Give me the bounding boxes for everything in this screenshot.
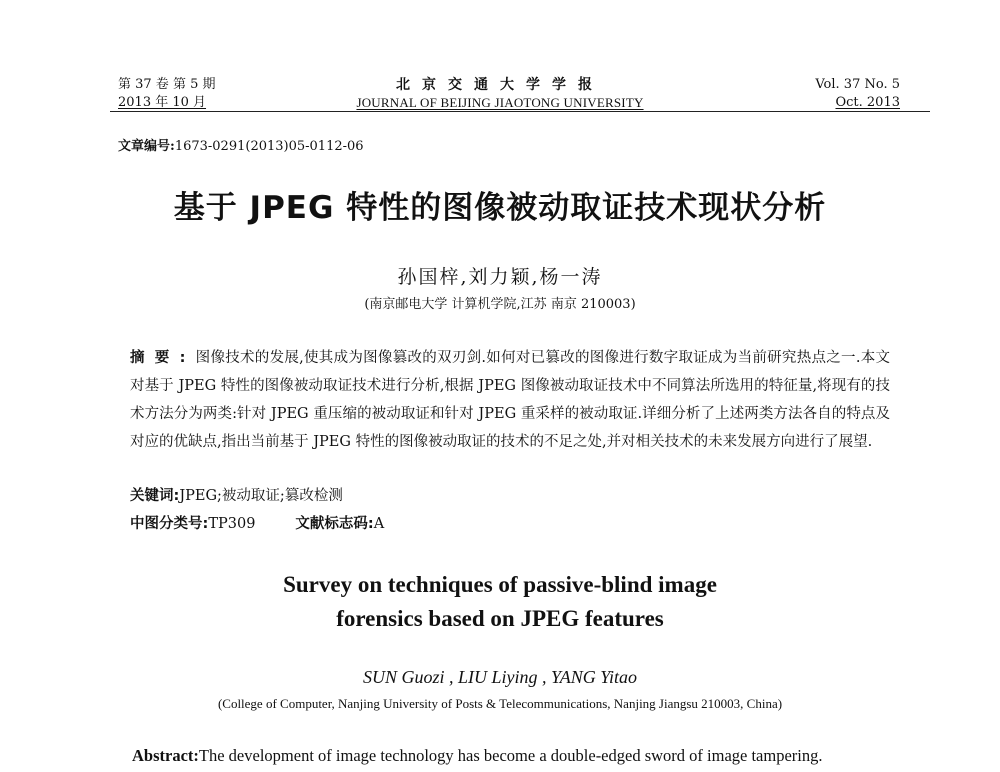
affiliation-en: (College of Computer, Nanjing University of Posts & Telecommunications, Nanjing Jiangsu 210003, China) (217, 696, 783, 711)
clc-value: TP309 (208, 516, 256, 532)
volume-issue-en: Vol. 37 No. 5 (815, 77, 900, 92)
keywords-label: 关键词: (130, 488, 180, 504)
doc-code-value: A (373, 516, 385, 532)
paper-title-en-line1: Survey on techniques of passive-blind image (283, 572, 717, 597)
journal-name-en: JOURNAL OF BEIJING JIAOTONG UNIVERSITY (356, 95, 644, 110)
doc-code-label: 文献标志码: (295, 516, 374, 532)
keywords-value: JPEG;被动取证;篡改检测 (179, 488, 343, 504)
header-rule (110, 111, 930, 112)
paper-title-en (0, 568, 1000, 636)
journal-name-cn: 北京交通大学学报 (396, 77, 604, 93)
abstract-cn-label: 摘要: (130, 350, 196, 366)
article-number-label: 文章编号: (118, 139, 175, 154)
issue-info-en (815, 76, 900, 112)
affiliation-cn: (南京邮电大学 计算机学院,江苏 南京 210003) (364, 297, 636, 312)
volume-issue: 第 37 卷 第 5 期 (118, 77, 216, 92)
abstract-en (132, 746, 823, 766)
issue-date: 2013 年 10 月 (118, 95, 207, 110)
article-number-value: 1673-0291(2013)05-0112-06 (174, 139, 364, 154)
abstract-cn (130, 344, 890, 456)
article-number (118, 135, 364, 154)
abstract-cn-text: 图像技术的发展,使其成为图像篡改的双刃剑.如何对已篡改的图像进行数字取证成为当前研究热点之一.本文对基于 JPEG 特性的图像被动取证技术进行分析,根据 JPEG 图像被动取证技术中不同算法所选用的特征量,将现有的技术方法分为两类:针对 JPEG 重压缩的被动取证和针对 JPEG 重采样的被动取证.详细分析了上述两类方法各自的特点及对应的优缺点,指出当前基于 JPEG 特性的图像被动取证的技术的不足之处,并对相关技术的未来发展方向进行了展望. (130, 350, 890, 450)
abstract-en-text: The development of image technology has become a double-edged sword of image tampering. (198, 746, 823, 765)
authors-cn: 孙国梓,刘力颖,杨一涛 (397, 266, 603, 288)
journal-header (0, 0, 1000, 120)
issue-date-en: Oct. 2013 (835, 95, 900, 110)
authors-en: SUN Guozi , LIU Liying , YANG Yitao (363, 667, 637, 687)
classification-line (130, 512, 384, 533)
keywords-cn (130, 484, 343, 505)
clc-label: 中图分类号: (130, 516, 209, 532)
paper-title-en-line2: forensics based on JPEG features (336, 606, 664, 631)
paper-title-cn: 基于 JPEG 特性的图像被动取证技术现状分析 (173, 190, 827, 226)
abstract-en-label: Abstract: (132, 746, 199, 765)
